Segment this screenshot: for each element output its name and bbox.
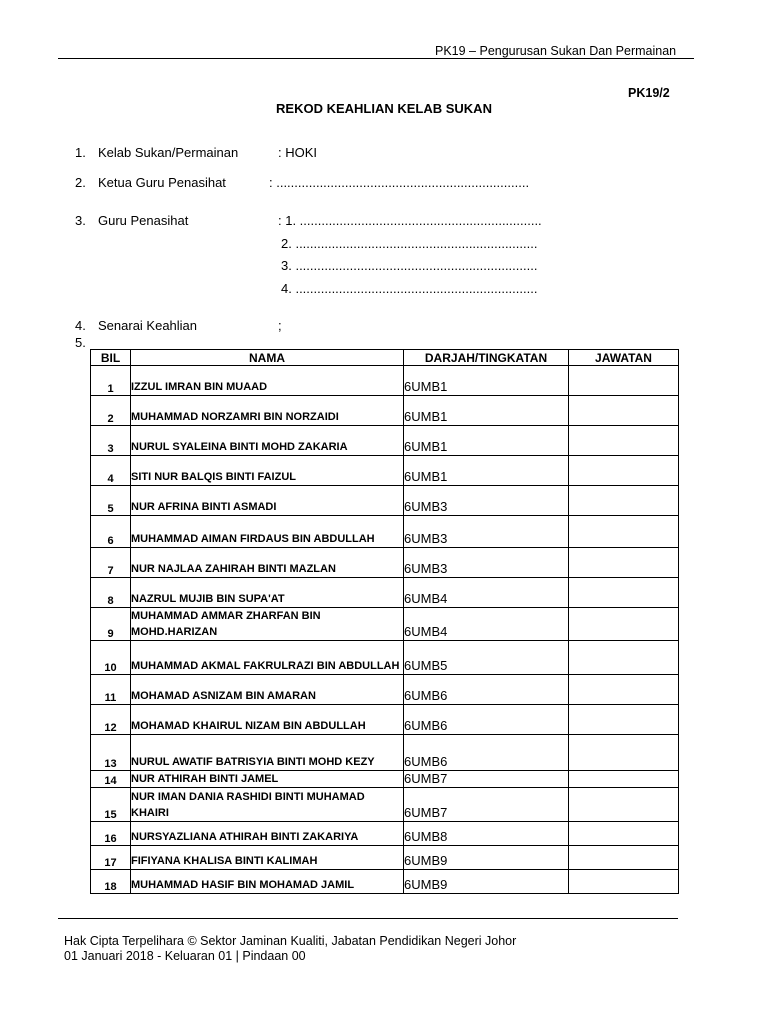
page-title: REKOD KEAHLIAN KELAB SUKAN <box>276 101 492 116</box>
table-row <box>91 516 679 548</box>
cell-jawatan <box>569 486 679 516</box>
cell-darjah: 6UMB3 <box>404 548 569 578</box>
footer-issue: 01 Januari 2018 - Keluaran 01 | Pindaan 00 <box>64 949 306 963</box>
cell-jawatan <box>569 870 679 894</box>
cell-jawatan <box>569 822 679 846</box>
cell-nama: NAZRUL MUJIB BIN SUPA'AT <box>131 578 404 608</box>
cell-nama: NUR ATHIRAH BINTI JAMEL <box>131 771 404 788</box>
cell-darjah: 6UMB4 <box>404 578 569 608</box>
header-divider <box>58 58 694 59</box>
header-nama: NAMA <box>131 350 404 366</box>
table-row <box>91 548 679 578</box>
cell-nama: MUHAMMAD AIMAN FIRDAUS BIN ABDULLAH <box>131 516 404 548</box>
cell-darjah: 6UMB5 <box>404 641 569 675</box>
field-number: 1. <box>75 145 86 160</box>
cell-darjah: 6UMB1 <box>404 366 569 396</box>
cell-jawatan <box>569 735 679 771</box>
table-row <box>91 608 679 641</box>
cell-bil: 11 <box>91 675 131 705</box>
cell-bil: 12 <box>91 705 131 735</box>
cell-darjah: 6UMB3 <box>404 486 569 516</box>
cell-nama: NURUL SYALEINA BINTI MOHD ZAKARIA <box>131 426 404 456</box>
cell-bil: 13 <box>91 735 131 771</box>
cell-jawatan <box>569 705 679 735</box>
cell-bil: 8 <box>91 578 131 608</box>
table-row <box>91 641 679 675</box>
header-bil: BIL <box>91 350 131 366</box>
header-darjah: DARJAH/TINGKATAN <box>404 350 569 366</box>
table-row <box>91 578 679 608</box>
cell-darjah: 6UMB1 <box>404 426 569 456</box>
cell-darjah: 6UMB6 <box>404 675 569 705</box>
table-row <box>91 396 679 426</box>
cell-jawatan <box>569 456 679 486</box>
table-row <box>91 426 679 456</box>
cell-darjah: 6UMB9 <box>404 846 569 870</box>
cell-bil: 17 <box>91 846 131 870</box>
cell-nama: IZZUL IMRAN BIN MUAAD <box>131 366 404 396</box>
cell-nama: NURSYAZLIANA ATHIRAH BINTI ZAKARIYA <box>131 822 404 846</box>
table-row <box>91 456 679 486</box>
cell-jawatan <box>569 771 679 788</box>
cell-bil: 6 <box>91 516 131 548</box>
footer-divider <box>58 918 678 919</box>
field-value-ketua-guru: : ...................................................................... <box>269 175 530 190</box>
cell-bil: 16 <box>91 822 131 846</box>
field-label-ketua-guru: Ketua Guru Penasihat <box>98 175 226 190</box>
field-number: 4. <box>75 318 86 333</box>
cell-nama: NUR NAJLAA ZAHIRAH BINTI MAZLAN <box>131 548 404 578</box>
table-row <box>91 788 679 822</box>
cell-darjah: 6UMB3 <box>404 516 569 548</box>
field-number: 5. <box>75 335 86 350</box>
cell-nama: MUHAMMAD AMMAR ZHARFAN BIN MOHD.HARIZAN <box>131 608 404 641</box>
field-number: 2. <box>75 175 86 190</box>
cell-bil: 5 <box>91 486 131 516</box>
cell-darjah: 6UMB4 <box>404 608 569 641</box>
cell-darjah: 6UMB6 <box>404 735 569 771</box>
field-label-guru-penasihat: Guru Penasihat <box>98 213 189 228</box>
cell-jawatan <box>569 788 679 822</box>
cell-jawatan <box>569 675 679 705</box>
form-code: PK19/2 <box>628 86 670 100</box>
table-row <box>91 705 679 735</box>
table-row <box>91 846 679 870</box>
table-row <box>91 735 679 771</box>
cell-nama: MUHAMMAD NORZAMRI BIN NORZAIDI <box>131 396 404 426</box>
cell-bil: 4 <box>91 456 131 486</box>
cell-nama: MOHAMAD KHAIRUL NIZAM BIN ABDULLAH <box>131 705 404 735</box>
field-label-kelab: Kelab Sukan/Permainan <box>98 145 239 160</box>
cell-jawatan <box>569 578 679 608</box>
cell-bil: 2 <box>91 396 131 426</box>
field-value-kelab: : HOKI <box>278 145 318 160</box>
table-row <box>91 822 679 846</box>
cell-bil: 14 <box>91 771 131 788</box>
cell-darjah: 6UMB1 <box>404 396 569 426</box>
cell-jawatan <box>569 548 679 578</box>
cell-bil: 7 <box>91 548 131 578</box>
field-number: 3. <box>75 213 86 228</box>
header-jawatan: JAWATAN <box>569 350 679 366</box>
header-text: PK19 – Pengurusan Sukan Dan Permainan <box>435 44 677 58</box>
cell-darjah: 6UMB9 <box>404 870 569 894</box>
cell-darjah: 6UMB8 <box>404 822 569 846</box>
cell-jawatan <box>569 608 679 641</box>
cell-jawatan <box>569 516 679 548</box>
field-value-guru-3: 3. ................................................................... <box>281 258 538 273</box>
cell-bil: 1 <box>91 366 131 396</box>
cell-nama: NURUL AWATIF BATRISYIA BINTI MOHD KEZY <box>131 735 404 771</box>
cell-darjah: 6UMB1 <box>404 456 569 486</box>
cell-nama: NUR IMAN DANIA RASHIDI BINTI MUHAMAD KHAIRI <box>131 788 404 822</box>
cell-darjah: 6UMB6 <box>404 705 569 735</box>
cell-jawatan <box>569 426 679 456</box>
table-row <box>91 366 679 396</box>
table-row <box>91 870 679 894</box>
field-value-guru-4: 4. ................................................................... <box>281 281 538 296</box>
table-row <box>91 771 679 788</box>
cell-nama: MUHAMMAD AKMAL FAKRULRAZI BIN ABDULLAH <box>131 641 404 675</box>
cell-nama: SITI NUR BALQIS BINTI FAIZUL <box>131 456 404 486</box>
cell-bil: 3 <box>91 426 131 456</box>
cell-bil: 10 <box>91 641 131 675</box>
table-row <box>91 675 679 705</box>
cell-nama: MUHAMMAD HASIF BIN MOHAMAD JAMIL <box>131 870 404 894</box>
cell-bil: 9 <box>91 608 131 641</box>
cell-darjah: 6UMB7 <box>404 788 569 822</box>
member-rows <box>91 366 679 894</box>
cell-bil: 18 <box>91 870 131 894</box>
table-header-row <box>91 350 679 366</box>
field-value-guru-2: 2. ................................................................... <box>281 236 538 251</box>
cell-jawatan <box>569 366 679 396</box>
cell-nama: MOHAMAD ASNIZAM BIN AMARAN <box>131 675 404 705</box>
cell-bil: 15 <box>91 788 131 822</box>
cell-darjah: 6UMB7 <box>404 771 569 788</box>
cell-jawatan <box>569 396 679 426</box>
members-table <box>90 349 679 894</box>
footer-copyright: Hak Cipta Terpelihara © Sektor Jaminan Kualiti, Jabatan Pendidikan Negeri Johor <box>64 934 517 948</box>
field-label-senarai: Senarai Keahlian <box>98 318 198 333</box>
cell-nama: NUR AFRINA BINTI ASMADI <box>131 486 404 516</box>
cell-jawatan <box>569 846 679 870</box>
cell-nama: FIFIYANA KHALISA BINTI KALIMAH <box>131 846 404 870</box>
cell-jawatan <box>569 641 679 675</box>
field-value-guru-1: : 1. ................................................................... <box>278 213 542 228</box>
table-row <box>91 486 679 516</box>
field-value-senarai: ; <box>278 318 282 333</box>
